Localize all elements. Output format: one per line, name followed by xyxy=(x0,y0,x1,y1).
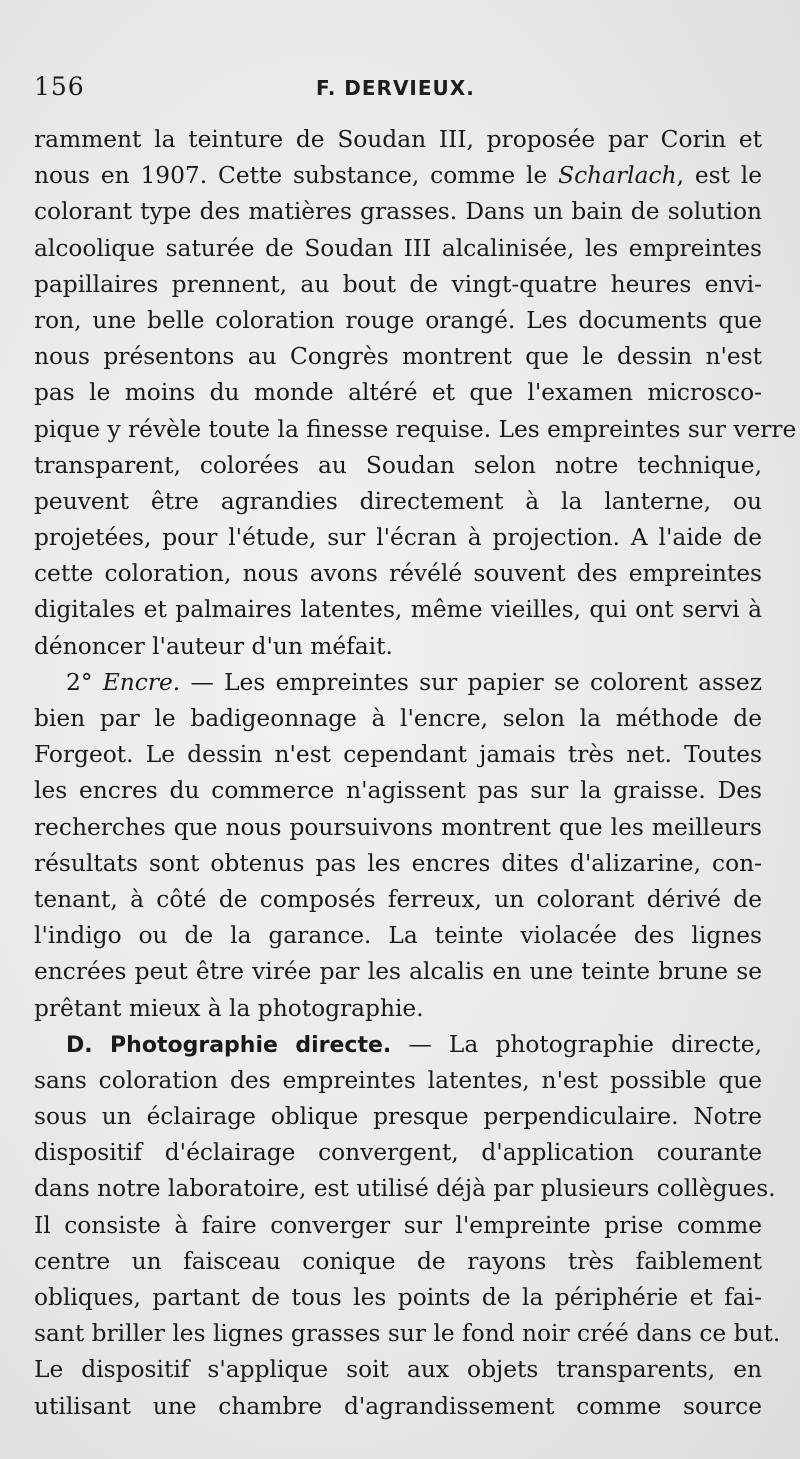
text-line: Il consiste à faire converger sur l'empreinte prise comme xyxy=(34,1211,762,1239)
text-line: résultats sont obtenus pas les encres dites d'alizarine, con- xyxy=(34,849,762,877)
text-line: sant briller les lignes grasses sur le fond noir créé dans ce but. xyxy=(34,1320,781,1348)
text-line: cette coloration, nous avons révélé souvent des empreintes xyxy=(34,560,762,588)
text-line: colorant type des matières grasses. Dans un bain de solution xyxy=(34,198,762,226)
text-line: l'indigo ou de la garance. La teinte violacée des lignes xyxy=(34,922,762,950)
text-line: bien par le badigeonnage à l'encre, selon la méthode de xyxy=(34,705,762,732)
text-line: encrées peut être virée par les alcalis en une teinte brune se xyxy=(34,958,762,986)
text-line: projetées, pour l'étude, sur l'écran à projection. A l'aide de xyxy=(34,524,762,552)
text-line: prêtant mieux à la photographie. xyxy=(34,994,424,1022)
text-line: recherches que nous poursuivons montrent que les meilleurs xyxy=(34,813,762,841)
text-line: dénoncer l'auteur d'un méfait. xyxy=(34,632,393,660)
text-line: alcoolique saturée de Soudan III alcalinisée, les empreintes xyxy=(34,234,762,262)
text-line: dispositif d'éclairage convergent, d'application courante xyxy=(34,1139,762,1167)
text-line: ramment la teinture de Soudan III, proposée par Corin et xyxy=(34,126,762,153)
text-line: nous présentons au Congrès montrent que le dessin n'est xyxy=(34,343,762,371)
section-label: D. Photographie directe. xyxy=(66,1032,392,1058)
text-line xyxy=(34,158,762,194)
text-line: pique y révèle toute la finesse requise. Les empreintes sur verre xyxy=(34,415,797,443)
text-line: pas le moins du monde altéré et que l'examen microsco- xyxy=(34,379,762,407)
text-segment: — Les empreintes sur papier se colorent assez xyxy=(180,668,762,696)
text-line: sous un éclairage oblique presque perpendiculaire. Notre xyxy=(34,1103,762,1131)
text-line: utilisant une chambre d'agrandissement comme source xyxy=(34,1392,762,1420)
text-line: digitales et palmaires latentes, même vieilles, qui ont servi à xyxy=(34,596,762,624)
text-segment: nous en 1907. Cette substance, comme le xyxy=(34,162,548,190)
text-line: peuvent être agrandies directement à la lanterne, ou xyxy=(34,487,762,515)
text-line: Le dispositif s'applique soit aux objets transparents, en xyxy=(34,1356,762,1384)
section-number: 2° xyxy=(66,668,103,696)
section-heading-encre xyxy=(34,665,762,701)
text-line: transparent, colorées au Soudan selon notre technique, xyxy=(34,451,762,479)
text-line: dans notre laboratoire, est utilisé déjà par plusieurs collègues. xyxy=(34,1175,776,1203)
section-label: Encre. xyxy=(102,668,181,696)
text-line: ron, une belle coloration rouge orangé. Les documents que xyxy=(34,306,762,334)
italic-term: Scharlach xyxy=(558,162,677,190)
text-line: tenant, à côté de composés ferreux, un colorant dérivé de xyxy=(34,885,762,913)
page-number: 156 xyxy=(34,72,85,101)
section-heading-photographie xyxy=(34,1027,762,1063)
running-head: F. DERVIEUX. xyxy=(316,76,475,100)
body-text xyxy=(34,122,797,1425)
text-line: papillaires prennent, au bout de vingt-quatre heures envi- xyxy=(34,270,762,298)
text-line: centre un faisceau conique de rayons très faiblement xyxy=(34,1247,762,1275)
text-line: les encres du commerce n'agissent pas sur la graisse. Des xyxy=(34,777,762,805)
text-line: Forgeot. Le dessin n'est cependant jamais très net. Toutes xyxy=(34,741,762,769)
text-segment: , est le xyxy=(676,162,763,190)
page-header xyxy=(34,72,774,106)
text-line: obliques, partant de tous les points de la périphérie et fai- xyxy=(34,1284,762,1311)
text-line: sans coloration des empreintes latentes, n'est possible que xyxy=(34,1066,762,1094)
text-segment: — La photographie directe, xyxy=(391,1030,762,1058)
